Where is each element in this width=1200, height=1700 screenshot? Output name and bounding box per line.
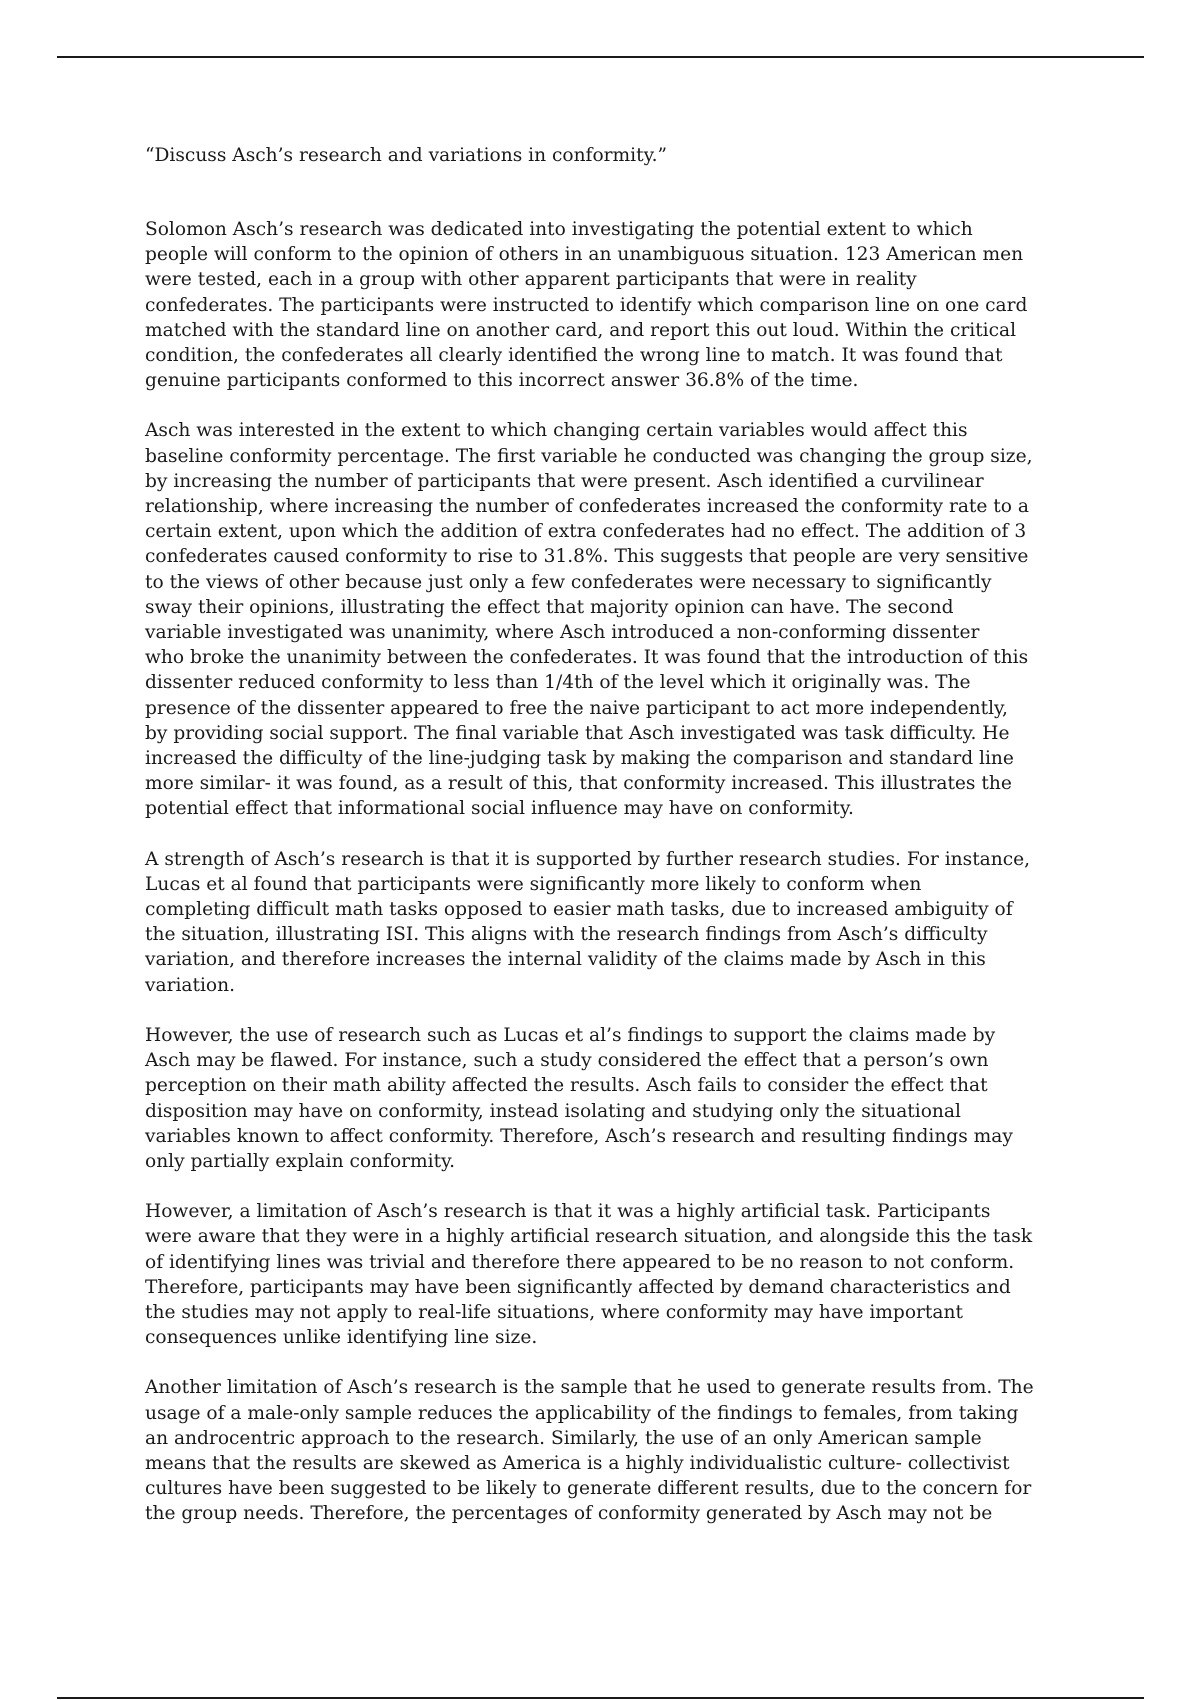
- paragraph-line: increased the difficulty of the line-judging task by making the comparison and standard line: [145, 748, 1014, 770]
- paragraph-3: [145, 847, 1070, 998]
- essay-question: “Discuss Asch’s research and variations in conformity.”: [145, 145, 668, 166]
- paragraph-line: completing difficult math tasks opposed to easier math tasks, due to increased ambiguity of: [145, 899, 1013, 921]
- paragraph-line: were aware that they were in a highly artificial research situation, and alongside this the task: [145, 1226, 1033, 1248]
- paragraph-line: Therefore, participants may have been significantly affected by demand characteristics and: [145, 1276, 1011, 1298]
- paragraph-line: by providing social support. The final variable that Asch investigated was task difficulty. He: [145, 722, 1010, 744]
- paragraph-line: of identifying lines was trivial and therefore there appeared to be no reason to not conform.: [145, 1251, 1015, 1273]
- paragraph-line: disposition may have on conformity, instead isolating and studying only the situational: [145, 1100, 961, 1122]
- paragraph-line: certain extent, upon which the addition of extra confederates had no effect. The addition of 3: [145, 521, 1027, 543]
- paragraph-2: [145, 418, 1070, 821]
- paragraph-line: potential effect that informational social influence may have on conformity.: [145, 798, 854, 820]
- top-rule: [57, 56, 1144, 58]
- paragraph-line: means that the results are skewed as America is a highly individualistic culture- collectivist: [145, 1452, 1010, 1474]
- paragraph-line: only partially explain conformity.: [145, 1150, 456, 1172]
- paragraph-line: confederates caused conformity to rise to 31.8%. This suggests that people are very sensitive: [145, 546, 1029, 568]
- bottom-rule: [57, 1697, 1144, 1699]
- essay-paragraphs: [145, 217, 1070, 1527]
- paragraph-line: Asch was interested in the extent to which changing certain variables would affect this: [145, 420, 968, 442]
- paragraph-line: Asch may be flawed. For instance, such a study considered the effect that a person’s own: [145, 1050, 989, 1072]
- paragraph-line: the studies may not apply to real-life situations, where conformity may have important: [145, 1301, 963, 1323]
- paragraph-line: sway their opinions, illustrating the effect that majority opinion can have. The second: [145, 596, 954, 618]
- paragraph-line: relationship, where increasing the number of confederates increased the conformity rate to a: [145, 496, 1029, 518]
- paragraph-line: However, a limitation of Asch’s research is that it was a highly artificial task. Participants: [145, 1201, 991, 1223]
- paragraph-line: Lucas et al found that participants were significantly more likely to conform when: [145, 873, 922, 895]
- paragraph-line: A strength of Asch’s research is that it is supported by further research studies. For instance,: [145, 848, 1031, 870]
- paragraph-line: dissenter reduced conformity to less than 1/4th of the level which it originally was. The: [145, 672, 971, 694]
- paragraph-line: who broke the unanimity between the confederates. It was found that the introduction of this: [145, 647, 1029, 669]
- paragraph-line: However, the use of research such as Lucas et al’s findings to support the claims made by: [145, 1024, 996, 1046]
- paragraph-line: to the views of other because just only a few confederates were necessary to significantly: [145, 571, 992, 593]
- paragraph-line: people will conform to the opinion of others in an unambiguous situation. 123 American men: [145, 244, 1024, 266]
- paragraph-line: variables known to affect conformity. Therefore, Asch’s research and resulting findings may: [145, 1125, 1013, 1147]
- paragraph-line: presence of the dissenter appeared to free the naive participant to act more independently,: [145, 697, 1008, 719]
- paragraph-line: matched with the standard line on another card, and report this out loud. Within the critical: [145, 319, 1017, 341]
- paragraph-line: consequences unlike identifying line size.: [145, 1327, 538, 1349]
- paragraph-line: baseline conformity percentage. The first variable he conducted was changing the group size,: [145, 445, 1033, 467]
- paragraph-line: the group needs. Therefore, the percentages of conformity generated by Asch may not be: [145, 1503, 993, 1525]
- paragraph-line: were tested, each in a group with other apparent participants that were in reality: [145, 269, 917, 291]
- paragraph-line: variable investigated was unanimity, where Asch introduced a non-conforming dissenter: [145, 622, 980, 644]
- paragraph-line: usage of a male-only sample reduces the applicability of the findings to females, from taking: [145, 1402, 1019, 1424]
- page-body: [145, 143, 1070, 1552]
- paragraph-4: [145, 1023, 1070, 1174]
- paragraph-line: variation.: [145, 974, 236, 996]
- paragraph-line: more similar- it was found, as a result of this, that conformity increased. This illustrates the: [145, 773, 1012, 795]
- paragraph-line: confederates. The participants were instructed to identify which comparison line on one card: [145, 294, 1028, 316]
- paragraph-line: the situation, illustrating ISI. This aligns with the research findings from Asch’s difficulty: [145, 924, 988, 946]
- paragraph-line: Another limitation of Asch’s research is the sample that he used to generate results from. The: [145, 1377, 1034, 1399]
- paragraph-1: [145, 217, 1070, 393]
- paragraph-line: by increasing the number of participants that were present. Asch identified a curvilinear: [145, 470, 984, 492]
- paragraph-line: genuine participants conformed to this incorrect answer 36.8% of the time.: [145, 370, 859, 392]
- paragraph-line: variation, and therefore increases the internal validity of the claims made by Asch in this: [145, 949, 986, 971]
- paragraph-line: Solomon Asch’s research was dedicated into investigating the potential extent to which: [145, 219, 973, 240]
- paragraph-line: condition, the confederates all clearly identified the wrong line to match. It was found that: [145, 345, 1003, 367]
- paragraph-line: an androcentric approach to the research. Similarly, the use of an only American sample: [145, 1427, 982, 1449]
- paragraph-line: perception on their math ability affected the results. Asch fails to consider the effect that: [145, 1075, 988, 1097]
- paragraph-6: [145, 1375, 1070, 1526]
- paragraph-5: [145, 1199, 1070, 1350]
- paragraph-line: cultures have been suggested to be likely to generate different results, due to the concern for: [145, 1478, 1032, 1500]
